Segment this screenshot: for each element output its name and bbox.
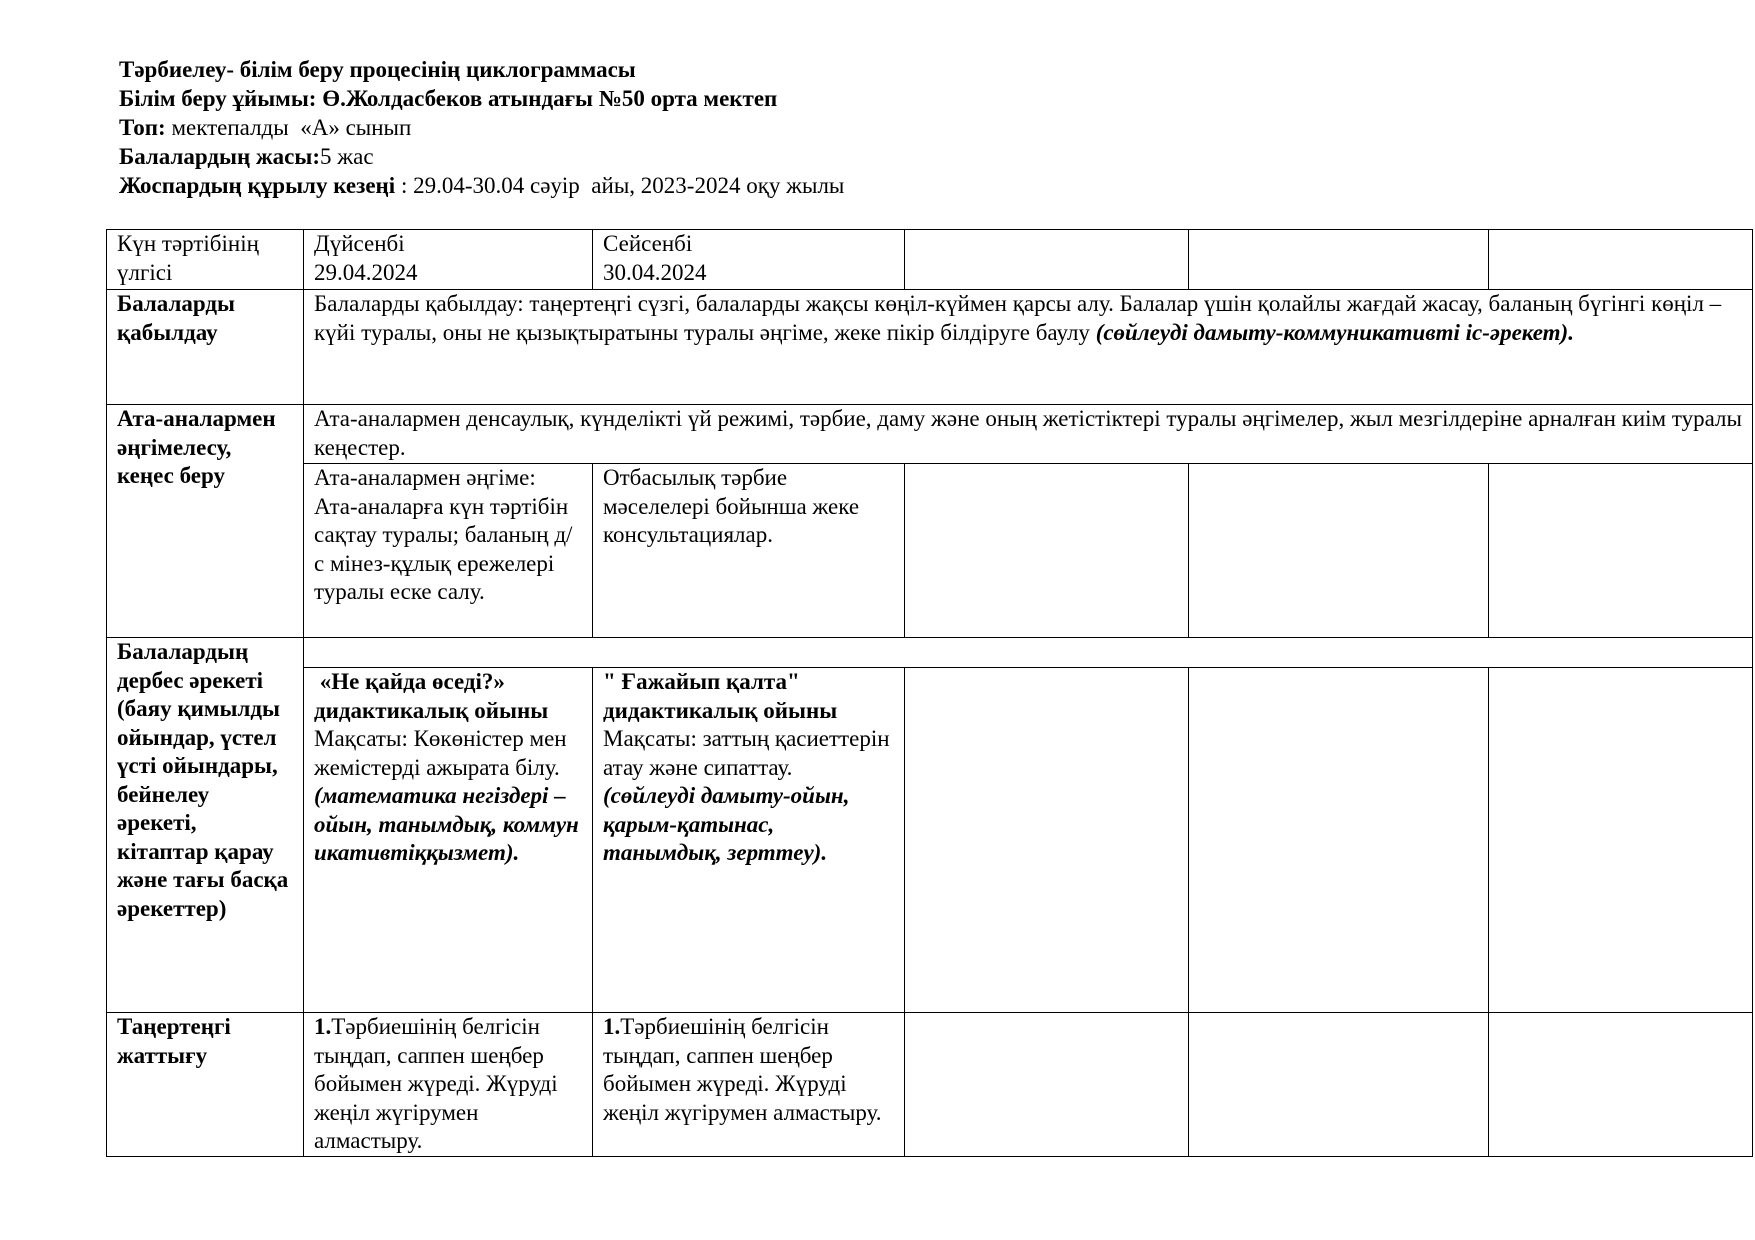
organization-line: Білім беру ұйымы: Ө.Жолдасбеков атындағы №50 орта мектеп [119,86,778,111]
exercise-tuesday-number: 1. [603,1014,621,1039]
empty-cell [905,668,1189,1013]
exercise-monday [304,1013,593,1157]
empty-cell [1489,1013,1753,1157]
reception-label: Балаларды қабылдау [107,290,304,405]
monday-date: 29.04.2024 [314,259,418,285]
exercise-tuesday-text: Тәрбиешінің белгісін тыңдап, саппен шеңбер бойымен жүреді. Жүруді жеңіл жүгірумен алмастыру. [603,1014,882,1125]
activity-monday-title: «Не қайда өседі?» дидактикалық ойыны [314,669,549,723]
empty-cell [905,464,1189,638]
parents-tuesday: Отбасылық тәрбие мәселелері бойынша жеке консультациялар. [593,464,905,638]
empty-cell [1489,464,1753,638]
empty-cell [1189,230,1489,290]
group-line: Топ: мектепалды «А» сынып [119,115,412,140]
table-row-reception [107,290,1753,405]
empty-cell [1189,464,1489,638]
document-header [119,55,844,200]
table-row-activity [107,638,1753,668]
tuesday-date: 30.04.2024 [603,259,707,285]
activity-monday-note: (математика негіздері – ойын, танымдық, коммуникативтіққызмет). [314,783,579,865]
table-row-parents-days [107,464,1753,638]
table-row-parents [107,405,1753,464]
empty-cell [1489,230,1753,290]
tuesday-header [593,230,905,290]
parents-label: Ата-аналармен әңгімелесу, кеңес беру [107,405,304,638]
cyclogram-table [106,229,1753,1157]
empty-cell [905,230,1189,290]
parents-general: Ата-аналармен денсаулық, күнделікті үй режимі, тәрбие, даму және оның жетістіктері туралы әңгімелер, жыл мезгілдеріне арналған киім туралы кеңестер. [304,405,1753,464]
exercise-tuesday [593,1013,905,1157]
activity-monday-goal: Мақсаты: Көкөністер мен жемістерді ажырата білу. [314,726,567,780]
empty-cell [1189,1013,1489,1157]
monday-header [304,230,593,290]
parents-monday: Ата-аналармен әңгіме: Ата-аналарға күн тәртібін сақтау туралы; баланың д/с мінез-құлық ережелері туралы еске салу. [304,464,593,638]
empty-cell [905,1013,1189,1157]
document-title: Тәрбиелеу- білім беру процесінің циклограммасы [119,57,636,82]
reception-text-cell [304,290,1753,405]
table-header-row [107,230,1753,290]
table-row-activity-days [107,668,1753,1013]
activity-monday [304,668,593,1013]
activity-tuesday [593,668,905,1013]
exercise-label: Таңертеңгі жаттығу [107,1013,304,1157]
age-line: Балалардың жасы:5 жас [119,144,374,169]
activity-tuesday-title: " Ғажайып қалта" дидактикалық ойыны [603,669,838,723]
empty-cell [1189,668,1489,1013]
exercise-monday-text: Тәрбиешінің белгісін тыңдап, саппен шеңбер бойымен жүреді. Жүруді жеңіл жүгірумен алмастыру. [314,1014,558,1153]
reception-text: Балаларды қабылдау: таңертеңгі сүзгі, балаларды жақсы көңіл-күймен қарсы алу. Балалар үшін қолайлы жағдай жасау, баланың бүгінгі көңіл – күйі туралы, оны не қызықтыратыны туралы әңгіме, жеке пікір білдіруге баулу [314,291,1722,345]
monday-label: Дүйсенбі [314,231,405,256]
activity-tuesday-goal: Мақсаты: заттың қасиеттерін атау және сипаттау. [603,726,890,780]
table-row-exercise [107,1013,1753,1157]
empty-cell [1489,668,1753,1013]
activity-label: Балалардың дербес әрекеті (баяу қимылды ойындар, үстел үсті ойындары, бейнелеу әрекеті, кітаптар қарау және тағы басқа әрекеттер) [107,638,304,1013]
tuesday-label: Сейсенбі [603,231,693,256]
period-line: Жоспардың құрылу кезеңі : 29.04-30.04 сәуір айы, 2023-2024 оқу жылы [119,173,845,198]
activity-tuesday-note: (сөйлеуді дамыту-ойын, қарым-қатынас, танымдық, зерттеу). [603,783,850,865]
reception-note: (сөйлеуді дамыту-коммуникативті іс-әрекет). [1095,319,1574,345]
empty-cell [304,638,1753,668]
daily-schedule-header: Күн тәртібінің үлгісі [107,230,304,290]
exercise-monday-number: 1. [314,1014,332,1039]
